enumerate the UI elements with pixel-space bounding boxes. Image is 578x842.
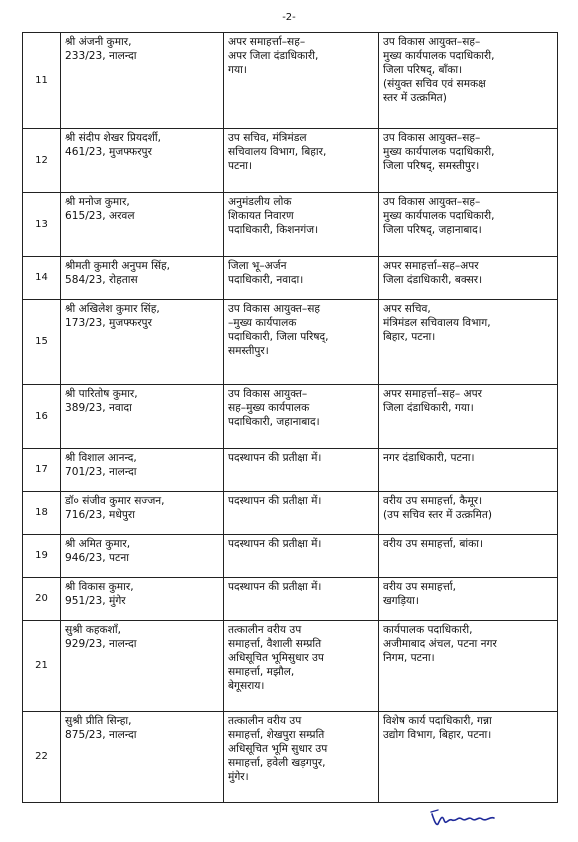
cell-line: 233/23, नालन्दा [65, 50, 137, 62]
cell-line: वरीय उप समाहर्त्ता, कैमूर। [383, 495, 483, 507]
cell-line: मुख्य कार्यपालक पदाधिकारी, [383, 210, 495, 222]
cell-line: नगर दंडाधिकारी, पटना। [383, 452, 475, 464]
cell-line: उप विकास आयुक्त–सह [228, 303, 321, 315]
cell-line: (उप सचिव स्तर में उत्क्रमित) [383, 509, 493, 521]
serial-number: 12 [23, 129, 61, 193]
table-row [23, 578, 558, 621]
cell-line: समस्तीपुर। [228, 345, 269, 357]
cell-line: अजीमाबाद अंचल, पटना नगर [383, 638, 497, 650]
cell-line: कार्यपालक पदाधिकारी, [383, 624, 473, 636]
current-posting-cell [224, 712, 379, 803]
current-posting-cell [224, 449, 379, 492]
serial-number: 18 [23, 492, 61, 535]
cell-line: मंत्रिमंडल सचिवालय विभाग, [383, 317, 491, 329]
cell-line: निगम, पटना। [383, 652, 435, 664]
cell-line: 951/23, मुंगेर [65, 595, 126, 607]
new-posting-cell [379, 712, 558, 803]
cell-line: उप विकास आयुक्त–सह– [383, 132, 481, 144]
cell-line: अपर समाहर्त्ता–सह– [228, 36, 306, 48]
cell-line: बिहार, पटना। [383, 331, 436, 343]
table-row [23, 712, 558, 803]
table-row [23, 449, 558, 492]
officer-name-cell [61, 257, 224, 300]
cell-line: अपर समाहर्त्ता–सह– अपर [383, 388, 482, 400]
cell-line: पदस्थापन की प्रतीक्षा में। [228, 495, 322, 507]
cell-line: जिला परिषद्, बाँका। [383, 64, 463, 76]
cell-line: श्री संदीप शेखर प्रियदर्शी, [65, 132, 161, 144]
cell-line: श्री पारितोष कुमार, [65, 388, 138, 400]
cell-line: 946/23, पटना [65, 552, 129, 564]
table-row [23, 33, 558, 129]
table-row [23, 193, 558, 257]
current-posting-cell [224, 385, 379, 449]
cell-line: मुख्य कार्यपालक पदाधिकारी, [383, 146, 495, 158]
current-posting-cell [224, 129, 379, 193]
cell-line: श्री विकास कुमार, [65, 581, 134, 593]
cell-line: श्री अंजनी कुमार, [65, 36, 132, 48]
cell-line: शिकायत निवारण [228, 210, 294, 222]
cell-line: अधिसूचित भूमिसुधार उप [228, 652, 324, 664]
cell-line: 461/23, मुजफ्फरपुर [65, 146, 152, 158]
serial-number: 11 [23, 33, 61, 129]
new-posting-cell [379, 621, 558, 712]
cell-line: 584/23, रोहतास [65, 274, 138, 286]
cell-line: तत्कालीन वरीय उप [228, 715, 302, 727]
cell-line: 615/23, अरवल [65, 210, 135, 222]
cell-line: (संयुक्त सचिव एवं समकक्ष [383, 78, 486, 90]
officer-name-cell [61, 193, 224, 257]
current-posting-cell [224, 300, 379, 385]
cell-line: श्री अखिलेश कुमार सिंह, [65, 303, 160, 315]
new-posting-cell [379, 300, 558, 385]
cell-line: 875/23, नालन्दा [65, 729, 137, 741]
cell-line: –मुख्य कार्यपालक [228, 317, 297, 329]
posting-table [22, 32, 558, 803]
cell-line: जिला परिषद्, जहानाबाद। [383, 224, 482, 236]
cell-line: पदस्थापन की प्रतीक्षा में। [228, 581, 322, 593]
cell-line: अनुमंडलीय लोक [228, 196, 292, 208]
cell-line: बेगूसराय। [228, 680, 265, 692]
new-posting-cell [379, 193, 558, 257]
cell-line: समाहर्त्ता, हवेली खड़गपुर, [228, 757, 326, 769]
cell-line: सह–मुख्य कार्यपालक [228, 402, 310, 414]
page-number: -2- [282, 12, 296, 23]
cell-line: उप सचिव, मंत्रिमंडल [228, 132, 307, 144]
cell-line: तत्कालीन वरीय उप [228, 624, 302, 636]
cell-line: सुश्री प्रीति सिन्हा, [65, 715, 132, 727]
new-posting-cell [379, 492, 558, 535]
cell-line: अपर सचिव, [383, 303, 431, 315]
cell-line: 929/23, नालन्दा [65, 638, 137, 650]
serial-number: 21 [23, 621, 61, 712]
serial-number: 17 [23, 449, 61, 492]
cell-line: जिला दंडाधिकारी, बक्सर। [383, 274, 483, 286]
table-row [23, 129, 558, 193]
cell-line: श्री अमित कुमार, [65, 538, 131, 550]
officer-name-cell [61, 385, 224, 449]
serial-number: 13 [23, 193, 61, 257]
cell-line: समाहर्त्ता, शेखपुरा सम्प्रति [228, 729, 325, 741]
cell-line: गया। [228, 64, 247, 76]
serial-number: 19 [23, 535, 61, 578]
cell-line: समाहर्त्ता, वैशाली सम्प्रति [228, 638, 322, 650]
table-row [23, 385, 558, 449]
new-posting-cell [379, 33, 558, 129]
new-posting-cell [379, 535, 558, 578]
serial-number: 16 [23, 385, 61, 449]
cell-line: श्री विशाल आनन्द, [65, 452, 137, 464]
serial-number: 20 [23, 578, 61, 621]
cell-line: 701/23, नालन्दा [65, 466, 137, 478]
cell-line: श्री मनोज कुमार, [65, 196, 130, 208]
officer-name-cell [61, 492, 224, 535]
officer-name-cell [61, 712, 224, 803]
cell-line: 716/23, मधेपुरा [65, 509, 135, 521]
officer-name-cell [61, 129, 224, 193]
officer-name-cell [61, 300, 224, 385]
current-posting-cell [224, 193, 379, 257]
cell-line: स्तर में उत्क्रमित) [383, 92, 447, 104]
cell-line: उप विकास आयुक्त– [228, 388, 308, 400]
officer-name-cell [61, 449, 224, 492]
officer-name-cell [61, 621, 224, 712]
table-row [23, 257, 558, 300]
cell-line: जिला भू–अर्जन [228, 260, 287, 272]
cell-line: वरीय उप समाहर्त्ता, [383, 581, 456, 593]
serial-number: 15 [23, 300, 61, 385]
table-row [23, 621, 558, 712]
new-posting-cell [379, 129, 558, 193]
cell-line: पदाधिकारी, जिला परिषद्, [228, 331, 329, 343]
officer-name-cell [61, 578, 224, 621]
cell-line: पटना। [228, 160, 252, 172]
new-posting-cell [379, 257, 558, 300]
cell-line: 173/23, मुजफ्फरपुर [65, 317, 152, 329]
cell-line: उप विकास आयुक्त–सह– [383, 36, 481, 48]
cell-line: पदस्थापन की प्रतीक्षा में। [228, 452, 322, 464]
current-posting-cell [224, 257, 379, 300]
table-row [23, 535, 558, 578]
cell-line: पदाधिकारी, नवादा। [228, 274, 304, 286]
cell-line: जिला दंडाधिकारी, गया। [383, 402, 474, 414]
current-posting-cell [224, 621, 379, 712]
cell-line: उद्योग विभाग, बिहार, पटना। [383, 729, 492, 741]
current-posting-cell [224, 535, 379, 578]
current-posting-cell [224, 578, 379, 621]
table-row [23, 492, 558, 535]
serial-number: 22 [23, 712, 61, 803]
cell-line: समाहर्त्ता, मझौल, [228, 666, 295, 678]
new-posting-cell [379, 578, 558, 621]
new-posting-cell [379, 385, 558, 449]
current-posting-cell [224, 492, 379, 535]
cell-line: श्रीमती कुमारी अनुपम सिंह, [65, 260, 170, 272]
cell-line: पदाधिकारी, जहानाबाद। [228, 416, 320, 428]
cell-line: डॉ० संजीव कुमार सज्जन, [65, 495, 165, 507]
current-posting-cell [224, 33, 379, 129]
cell-line: उप विकास आयुक्त–सह– [383, 196, 481, 208]
cell-line: मुंगेर। [228, 771, 249, 783]
signature [428, 806, 508, 830]
officer-name-cell [61, 33, 224, 129]
cell-line: पदस्थापन की प्रतीक्षा में। [228, 538, 322, 550]
cell-line: विशेष कार्य पदाधिकारी, गन्ना [383, 715, 492, 727]
cell-line: वरीय उप समाहर्त्ता, बांका। [383, 538, 484, 550]
table-row [23, 300, 558, 385]
cell-line: मुख्य कार्यपालक पदाधिकारी, [383, 50, 495, 62]
cell-line: अपर समाहर्त्ता–सह–अपर [383, 260, 479, 272]
cell-line: अधिसूचित भूमि सुधार उप [228, 743, 328, 755]
cell-line: पदाधिकारी, किशनगंज। [228, 224, 319, 236]
cell-line: सचिवालय विभाग, बिहार, [228, 146, 327, 158]
cell-line: अपर जिला दंडाधिकारी, [228, 50, 319, 62]
cell-line: सुश्री कहकशाँ, [65, 624, 121, 636]
serial-number: 14 [23, 257, 61, 300]
officer-name-cell [61, 535, 224, 578]
cell-line: 389/23, नवादा [65, 402, 132, 414]
cell-line: खगड़िया। [383, 595, 419, 607]
cell-line: जिला परिषद्, समस्तीपुर। [383, 160, 480, 172]
new-posting-cell [379, 449, 558, 492]
